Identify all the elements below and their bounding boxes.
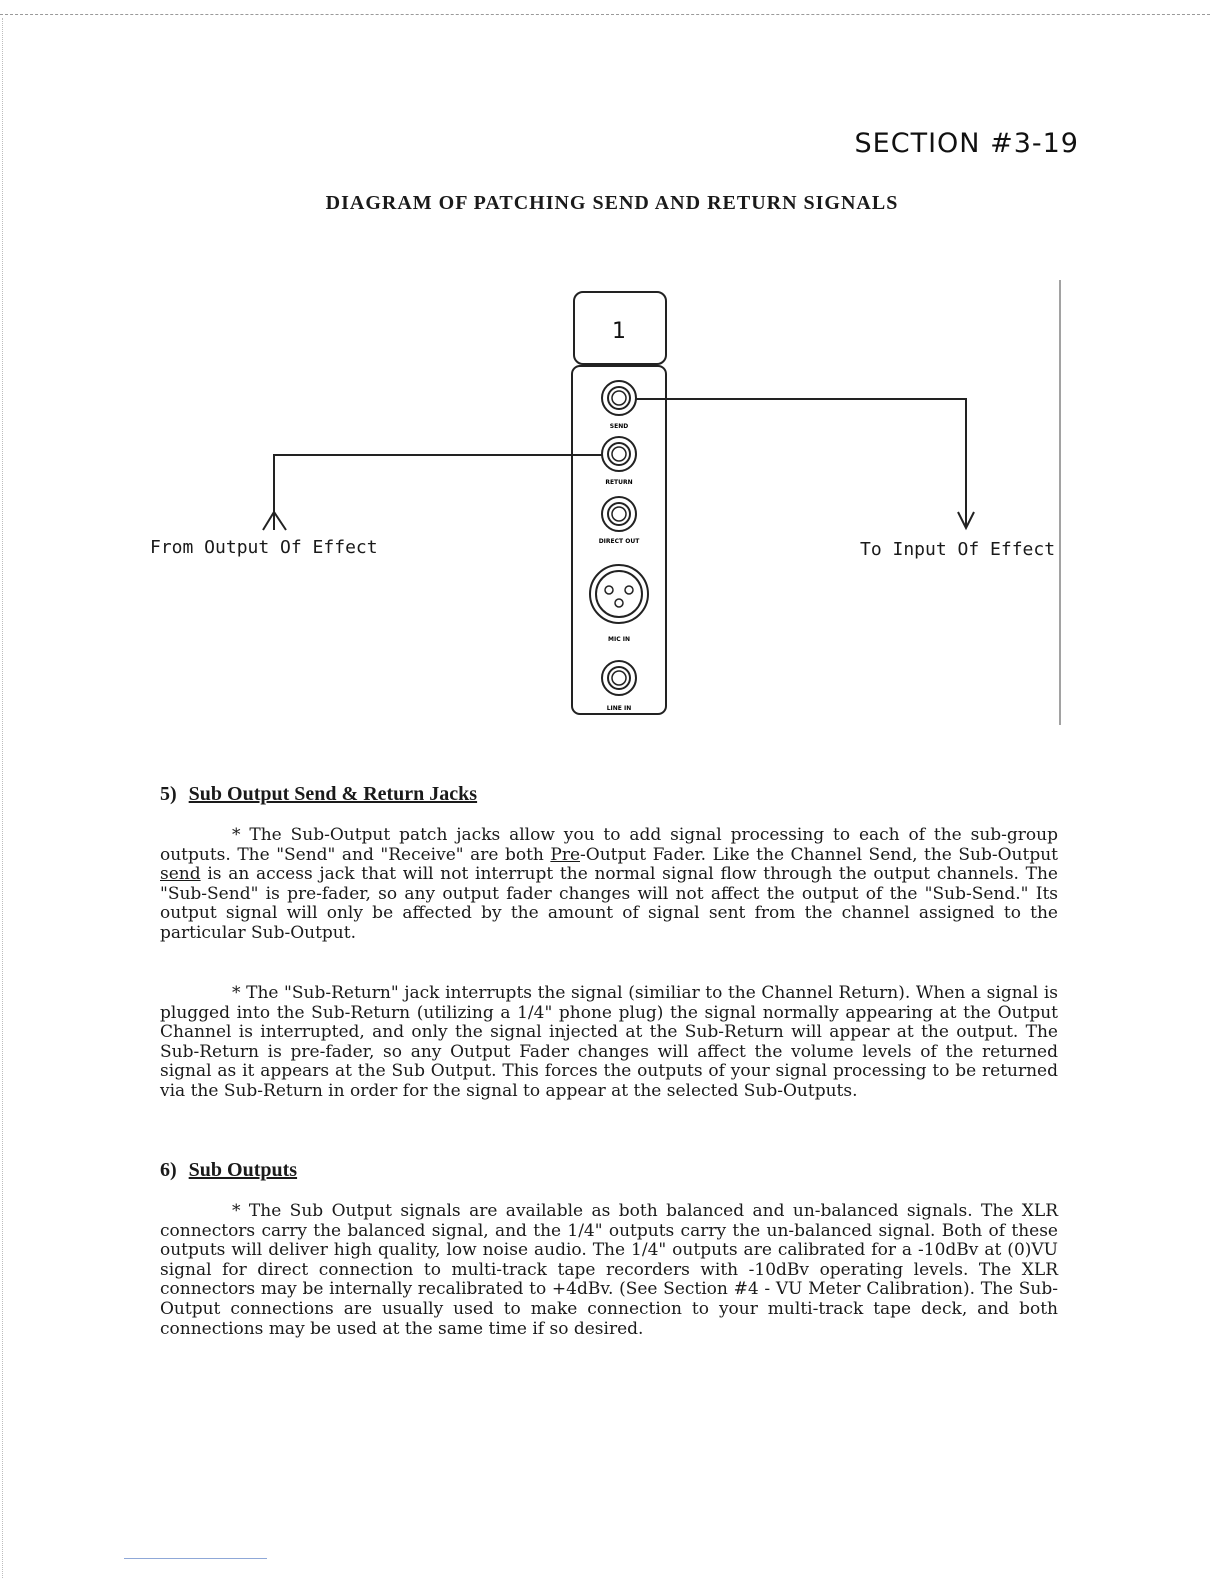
section-5-paragraph-2: * The "Sub-Return" jack interrupts the signal (similiar to the Channel Return). When a signal is plugged into the Sub-Return (utilizing a 1/4" phone plug) the signal normally appearing at the Output Channel is interrupted, and only the signal injected at the Sub-Return will appear at the output. The Sub-Return is pre-fader, so any Output Fader changes will affect the volume levels of the returned signal as it appears at the Sub Output. This forces the outputs of your signal processing to be returned via the Sub-Return in order for the signal to appear at the selected Sub-Outputs. xyxy=(160,983,1058,1101)
send-jack xyxy=(602,381,636,415)
section-number: SECTION #3-19 xyxy=(854,128,1079,159)
section-5-paragraph-1 xyxy=(160,826,1058,944)
section-6-number: 6) xyxy=(160,1159,177,1181)
line-in-jack-label: LINE IN xyxy=(606,705,632,712)
para-text: * The Sub-Output patch jacks allow you to add signal processing to each of the sub-group outputs. The "Send" and "Receive" are both xyxy=(160,825,1058,865)
diagram-title: DIAGRAM OF PATCHING SEND AND RETURN SIGNALS xyxy=(325,192,899,214)
para-underlined-text: Pre xyxy=(550,844,581,865)
from-output-of-effect-label: From Output Of Effect xyxy=(150,537,378,558)
patching-diagram xyxy=(0,280,1224,740)
section-6-heading xyxy=(160,1159,297,1182)
to-input-of-effect-label: To Input Of Effect xyxy=(860,539,1056,560)
para-underlined-text: send xyxy=(160,864,201,885)
scan-edge-top xyxy=(0,14,1210,15)
section-5-title: Sub Output Send & Return Jacks xyxy=(188,783,478,805)
section-5-heading xyxy=(160,783,477,806)
section-6-title: Sub Outputs xyxy=(188,1159,298,1181)
line-in-jack xyxy=(602,661,636,695)
para-text: is an access jack that will not interrupt the normal signal flow through the output channels. The "Sub-Send" is pre-fader, so any output fader changes will not affect the output of the "Sub-Send." Its output signal will only be affected by the amount of signal sent from the channel assigned to the particular Sub-Output. xyxy=(160,864,1058,943)
footer-rule xyxy=(124,1558,267,1559)
direct-out-jack xyxy=(602,497,636,531)
section-5-number: 5) xyxy=(160,783,177,805)
channel-number: 1 xyxy=(612,319,626,344)
direct-out-jack-label: DIRECT OUT xyxy=(598,538,640,545)
mic-in-jack-label: MIC IN xyxy=(608,636,630,643)
section-6-paragraph-1: * The Sub Output signals are available as both balanced and un-balanced signals. The XLR connectors carry the balanced signal, and the 1/4" outputs carry the un-balanced signal. Both of these outputs will deliver high quality, low noise audio. The 1/4" outputs are calibrated for a -10dBv at (0)VU signal for direct connection to multi-track tape recorders with -10dBv operating levels. The XLR connectors may be internally recalibrated to +4dBv. (See Section #4 - VU Meter Calibration). The Sub-Output connections are usually used to make connection to your multi-track tape deck, and both connections may be used at the same time if so desired. xyxy=(160,1201,1058,1339)
send-jack-label: SEND xyxy=(609,423,629,430)
return-jack-label: RETURN xyxy=(605,479,633,486)
send-patch-line xyxy=(636,399,966,528)
mic-in-xlr-jack xyxy=(590,565,648,623)
return-jack xyxy=(602,437,636,471)
para-text: -Output Fader. Like the Channel Send, the Sub-Output xyxy=(580,844,1058,865)
return-patch-line xyxy=(274,455,602,530)
scan-edge-left xyxy=(2,18,3,1578)
